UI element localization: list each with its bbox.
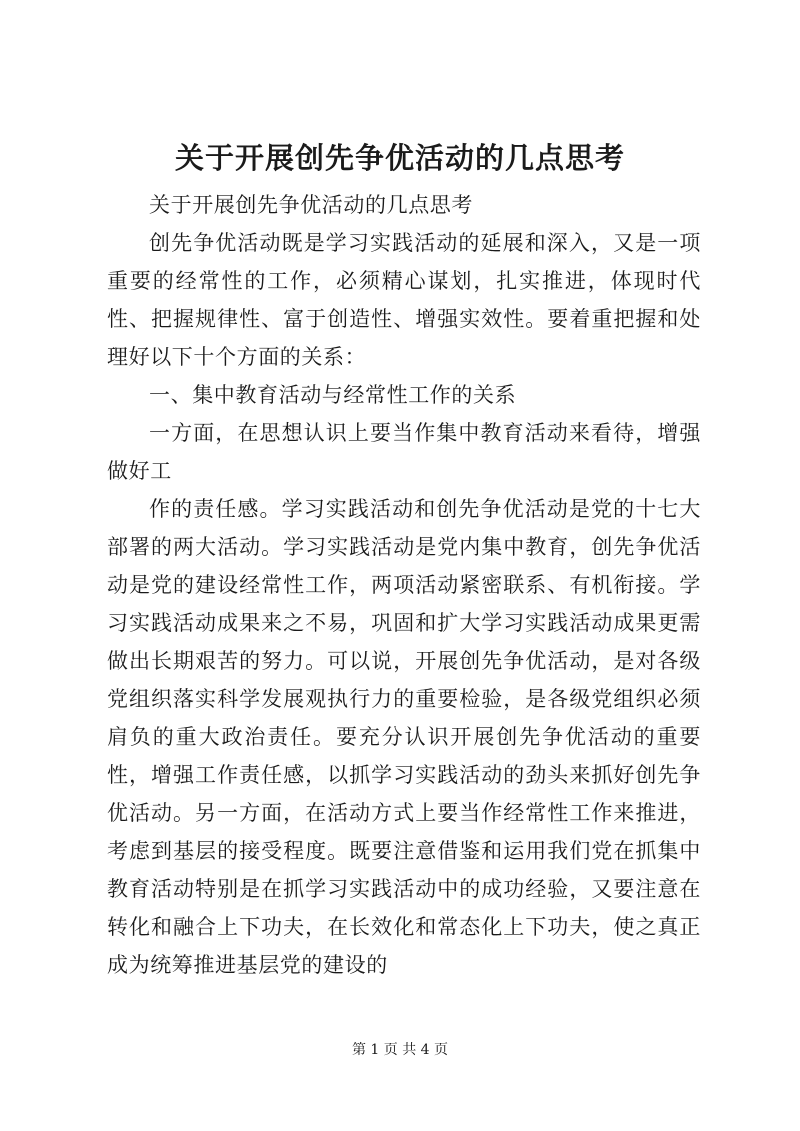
paragraph-section-1-a: 一方面，在思想认识上要当作集中教育活动来看待，增强做好工 — [107, 421, 701, 483]
paragraph-section-1-b: 作的责任感。学习实践活动和创先争优活动是党的十七大部署的两大活动。学习实践活动是党内集中教育，创先争优活动是党的建设经常性工作，两项活动紧密联系、有机衔接。学习实践活动成果来之不易，巩固和扩大学习实践活动成果更需做出长期艰苦的努力。可以说，开展创先争优活动，是对各级党组织落实科学发展观执行力的重要检验，是各级党组织必须肩负的重大政治责任。要充分认识开展创先争优活动的重要性，增强工作责任感，以抓学习实践活动的劲头来抓好创先争优活动。另一方面，在活动方式上要当作经常性工作来推进，考虑到基层的接受程度。既要注意借鉴和运用我们党在抓集中教育活动特别是在抓学习实践活动中的成功经验，又要注意在转化和融合上下功夫，在长效化和常态化上下功夫，使之真正成为统筹推进基层党的建设的 — [107, 497, 701, 977]
document-body — [107, 186, 701, 984]
section-heading-1: 一、集中教育活动与经常性工作的关系 — [149, 383, 517, 407]
paragraph-subtitle: 关于开展创先争优活动的几点思考 — [149, 193, 473, 217]
document-title: 关于开展创先争优活动的几点思考 — [174, 141, 625, 175]
paragraph-intro: 创先争优活动既是学习实践活动的延展和深入，又是一项重要的经常性的工作，必须精心谋划，扎实推进，体现时代性、把握规律性、富于创造性、增强实效性。要着重把握和处理好以下十个方面的关系： — [107, 231, 701, 369]
page-footer: 第 1 页 共 4 页 — [351, 1042, 449, 1058]
